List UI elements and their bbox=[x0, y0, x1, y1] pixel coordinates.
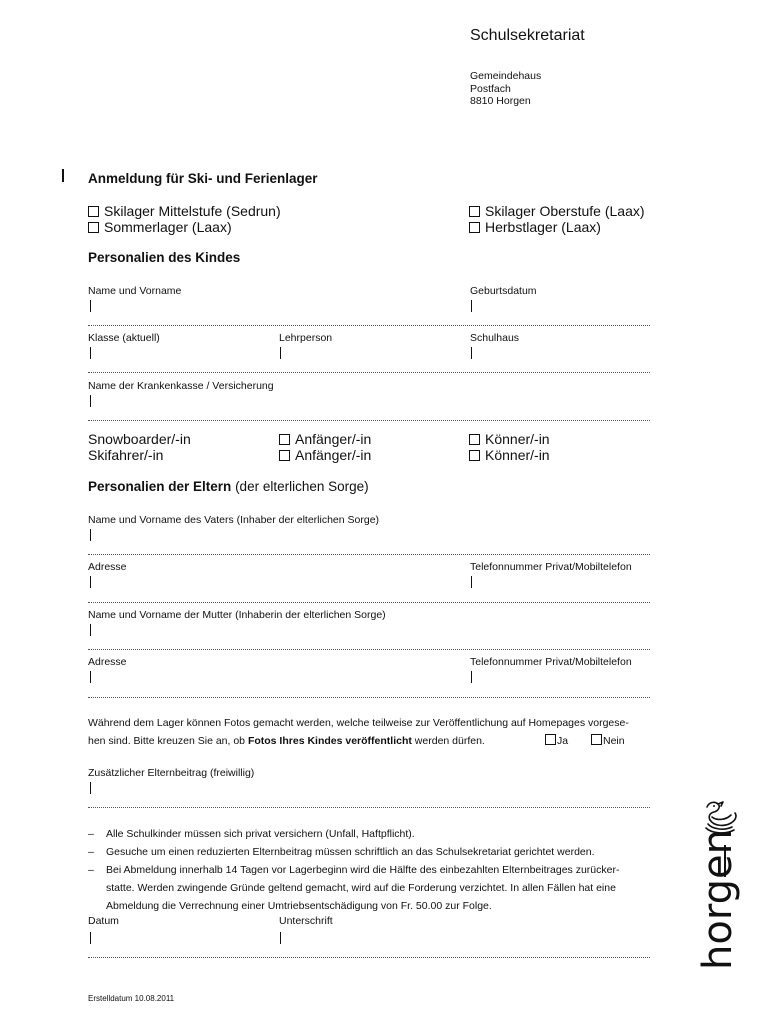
camp-option-skilager-oberstufe[interactable] bbox=[469, 203, 645, 219]
checkbox[interactable] bbox=[88, 222, 99, 233]
note-text: Alle Schulkinder müssen sich privat versichern (Unfall, Haftpflicht). bbox=[106, 828, 415, 840]
camp-label: Skilager Oberstufe (Laax) bbox=[485, 203, 645, 219]
teacher-input[interactable] bbox=[280, 347, 281, 359]
option-label: Ja bbox=[557, 735, 569, 747]
checkbox[interactable] bbox=[469, 206, 480, 217]
signature-label: Unterschrift bbox=[279, 915, 333, 927]
camp-option-sommerlager[interactable] bbox=[88, 219, 232, 235]
note-item bbox=[88, 861, 648, 915]
school-input[interactable] bbox=[471, 347, 472, 359]
mother-label: Name und Vorname der Mutter (Inhaberin der elterlichen Sorge) bbox=[88, 609, 386, 621]
camp-label: Herbstlager (Laax) bbox=[485, 219, 601, 235]
photo-line-2-pre: hen sind. Bitte kreuzen Sie an, ob bbox=[88, 735, 248, 747]
option-label: Könner/-in bbox=[485, 431, 550, 447]
insurance-label: Name der Krankenkasse / Versicherung bbox=[88, 380, 274, 392]
field-divider bbox=[88, 372, 650, 373]
address-line: Gemeindehaus bbox=[470, 70, 542, 82]
photo-line-2-bold: Fotos Ihres Kindes veröffentlicht bbox=[247, 735, 412, 747]
photo-consent-text bbox=[88, 714, 668, 732]
name-input[interactable] bbox=[90, 300, 91, 312]
note-dash: – bbox=[88, 864, 94, 876]
mother-address-label: Adresse bbox=[88, 656, 127, 668]
snowboard-expert-option[interactable] bbox=[469, 431, 550, 447]
ski-expert-option[interactable] bbox=[469, 447, 550, 463]
skier-label: Skifahrer/-in bbox=[88, 447, 164, 463]
signature-input[interactable] bbox=[280, 932, 281, 944]
class-label: Klasse (aktuell) bbox=[88, 332, 160, 344]
photo-line-2-post: werden dürfen. bbox=[411, 735, 485, 747]
checkbox[interactable] bbox=[591, 734, 602, 745]
field-divider bbox=[88, 649, 650, 650]
office-title: Schulsekretariat bbox=[470, 27, 585, 44]
insurance-input[interactable] bbox=[90, 395, 91, 407]
checkbox[interactable] bbox=[469, 222, 480, 233]
school-label: Schulhaus bbox=[470, 332, 520, 344]
camp-option-skilager-mittelstufe[interactable] bbox=[88, 203, 281, 219]
camp-label: Skilager Mittelstufe (Sedrun) bbox=[104, 203, 281, 219]
note-text: Gesuche um einen reduzierten Elternbeitrag müssen schriftlich an das Schulsekretariat gerichtet werden. bbox=[106, 846, 595, 858]
logo-wordmark: horgen bbox=[695, 829, 741, 970]
date-input[interactable] bbox=[90, 932, 91, 944]
notes-list bbox=[88, 825, 648, 915]
contribution-input[interactable] bbox=[90, 782, 91, 794]
field-divider bbox=[88, 420, 650, 421]
date-label: Datum bbox=[88, 915, 119, 927]
option-label: Könner/-in bbox=[485, 447, 550, 463]
note-dash: – bbox=[88, 828, 94, 840]
office-address bbox=[470, 70, 541, 108]
camp-option-herbstlager[interactable] bbox=[469, 219, 601, 235]
photo-line-2 bbox=[88, 732, 485, 750]
option-label: Anfänger/-in bbox=[295, 431, 372, 447]
field-divider bbox=[88, 554, 650, 555]
field-divider bbox=[88, 807, 650, 808]
field-divider bbox=[88, 957, 650, 958]
father-address-label: Adresse bbox=[88, 561, 127, 573]
contribution-label: Zusätzlicher Elternbeitrag (freiwillig) bbox=[88, 767, 255, 779]
child-section-title: Personalien des Kindes bbox=[88, 250, 241, 265]
camp-label: Sommerlager (Laax) bbox=[104, 219, 232, 235]
father-label: Name und Vorname des Vaters (Inhaber der elterlichen Sorge) bbox=[88, 514, 380, 526]
creation-date: Erstelldatum 10.08.2011 bbox=[88, 994, 175, 1003]
teacher-label: Lehrperson bbox=[279, 332, 333, 344]
form-title: Anmeldung für Ski- und Ferienlager bbox=[88, 171, 318, 186]
father-input[interactable] bbox=[90, 529, 91, 541]
field-divider bbox=[88, 325, 650, 326]
photo-no-option[interactable] bbox=[591, 732, 625, 750]
note-item bbox=[88, 843, 648, 861]
snowboard-beginner-option[interactable] bbox=[279, 431, 371, 447]
class-input[interactable] bbox=[90, 347, 91, 359]
snowboarder-label: Snowboarder/-in bbox=[88, 431, 191, 447]
note-text: Bei Abmeldung innerhalb 14 Tagen vor Lagerbeginn wird die Hälfte des einbezahlten Elternbeitrages zurücker-statte. Werden zwingende Gründe geltend gemacht, wird auf die Forderung verzichtet. In allen Fällen hat eine Abmeldung die Verrechnung einer Umtriebsentschädigung von Fr. 50.00 zur Folge. bbox=[106, 864, 620, 912]
parents-title-rest: (der elterlichen Sorge) bbox=[231, 479, 369, 494]
checkbox[interactable] bbox=[88, 206, 99, 217]
field-divider bbox=[88, 602, 650, 603]
parents-title-bold: Personalien der Eltern bbox=[88, 479, 232, 494]
parents-section-title bbox=[88, 479, 369, 494]
checkbox[interactable] bbox=[279, 434, 290, 445]
mother-phone-label: Telefonnummer Privat/Mobiltelefon bbox=[470, 656, 632, 668]
ski-beginner-option[interactable] bbox=[279, 447, 371, 463]
photo-line-1: Während dem Lager können Fotos gemacht werden, welche teilweise zur Veröffentlichung auf Homepages vorgese- bbox=[88, 717, 629, 729]
mother-phone-input[interactable] bbox=[471, 671, 472, 683]
birthdate-input[interactable] bbox=[471, 300, 472, 312]
mother-input[interactable] bbox=[90, 624, 91, 636]
father-phone-input[interactable] bbox=[471, 576, 472, 588]
field-divider bbox=[88, 697, 650, 698]
option-label: Anfänger/-in bbox=[295, 447, 372, 463]
address-line: Postfach bbox=[470, 82, 511, 95]
address-line: 8810 Horgen bbox=[470, 95, 531, 107]
note-item bbox=[88, 825, 648, 843]
option-label: Nein bbox=[603, 735, 625, 747]
photo-yes-option[interactable] bbox=[545, 732, 568, 750]
checkbox[interactable] bbox=[469, 434, 480, 445]
birthdate-label: Geburtsdatum bbox=[470, 285, 537, 297]
checkbox[interactable] bbox=[545, 734, 556, 745]
checkbox[interactable] bbox=[279, 450, 290, 461]
mother-address-input[interactable] bbox=[90, 671, 91, 683]
margin-mark bbox=[62, 169, 64, 182]
checkbox[interactable] bbox=[469, 450, 480, 461]
father-phone-label: Telefonnummer Privat/Mobiltelefon bbox=[470, 561, 632, 573]
name-label: Name und Vorname bbox=[88, 285, 182, 297]
note-dash: – bbox=[88, 846, 94, 858]
father-address-input[interactable] bbox=[90, 576, 91, 588]
